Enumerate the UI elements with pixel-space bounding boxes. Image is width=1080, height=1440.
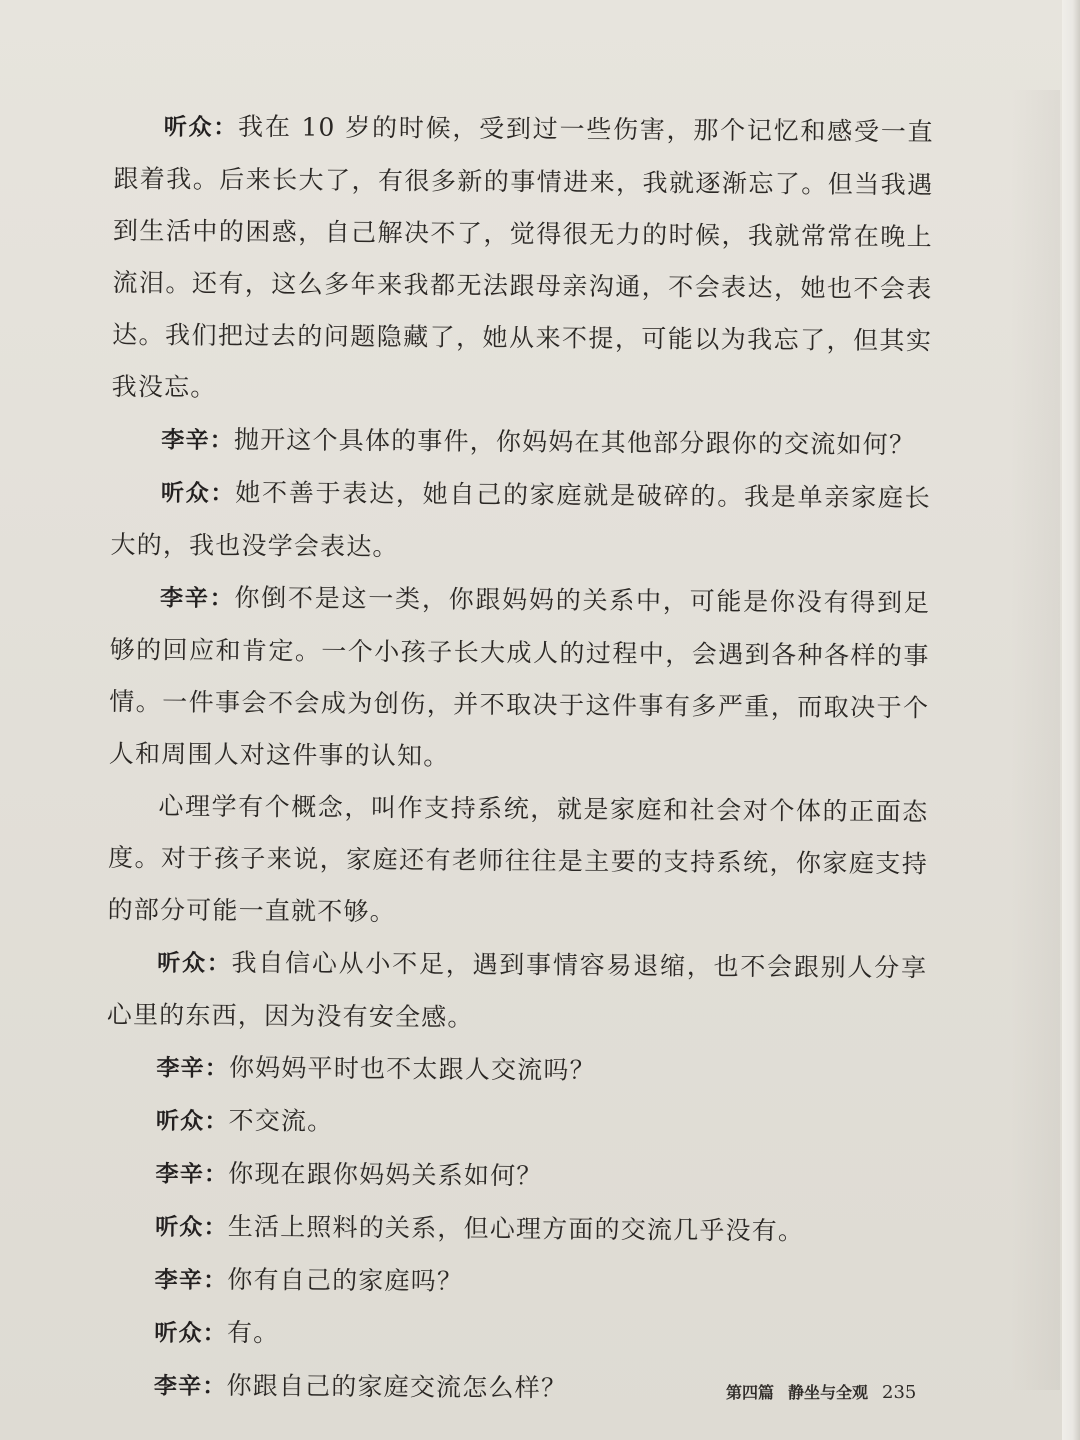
speaker-label: 听众： xyxy=(163,114,239,141)
speaker-label: 李辛： xyxy=(156,1055,230,1082)
paragraph xyxy=(105,1147,925,1206)
paragraph-text: 我在 10 岁的时候，受到过一些伤害，那个记忆和感受一直跟着我。后来长大了，有很多新的事情进来，我就逐渐忘了。但当我遇到生活中的困惑，自己解决不了，觉得很无力的时候，我就常常在晚上流泪。还有，这么多年来我都无法跟母亲沟通，不会表达，她也不会表达。我们把过去的问题隐藏了，她从来不提，可能以为我忘了，但其实我没忘。 xyxy=(111,111,934,402)
paragraph-text: 你倒不是这一类，你跟妈妈的关系中，可能是你没有得到足够的回应和肯定。一个小孩子长大成人的过程中，会遇到各种各样的事情。一件事会不会成为创伤，并不取决于这件事有多严重，而取决于个人和周围人对这件事的认知。 xyxy=(108,582,931,771)
speaker-label: 听众： xyxy=(157,950,232,977)
speaker-label: 李辛： xyxy=(153,1373,227,1400)
paragraph-text: 有。 xyxy=(226,1317,280,1348)
footer-chapter: 第四篇 xyxy=(726,1383,775,1402)
paragraph-text: 抛开这个具体的事件，你妈妈在其他部分跟你的交流如何？ xyxy=(233,424,916,460)
page-number: 235 xyxy=(882,1382,917,1403)
speaker-label: 李辛： xyxy=(159,585,235,612)
paragraph xyxy=(109,571,931,786)
paragraph-text: 你现在跟你妈妈关系如何？ xyxy=(228,1158,543,1191)
next-page-edge xyxy=(1062,0,1080,1440)
paragraph xyxy=(105,1253,925,1312)
paragraph xyxy=(111,413,931,472)
paragraph-text: 心理学有个概念，叫作支持系统，就是家庭和社会对个体的正面态度。对于孩子来说，家庭还有老师往往是主要的支持系统，你家庭支持的部分可能一直就不够。 xyxy=(107,791,929,927)
speaker-label: 李辛： xyxy=(155,1161,229,1188)
speaker-label: 听众： xyxy=(160,480,236,507)
paragraph-text: 你妈妈平时也不太跟人交流吗？ xyxy=(228,1052,596,1085)
paragraph-text: 生活上照料的关系，但心理方面的交流几乎没有。 xyxy=(227,1211,805,1246)
paragraph xyxy=(106,1094,926,1153)
page-footer xyxy=(726,1380,966,1410)
speaker-label: 听众： xyxy=(154,1320,228,1347)
paragraph xyxy=(106,1041,926,1100)
paragraph xyxy=(104,1306,924,1365)
speaker-label: 李辛： xyxy=(161,427,235,454)
paragraph-text: 不交流。 xyxy=(228,1105,334,1136)
paragraph xyxy=(105,1200,925,1259)
speaker-label: 听众： xyxy=(155,1214,228,1241)
paragraph-text: 你跟自己的家庭交流怎么样？ xyxy=(226,1370,568,1403)
page-curve-shadow xyxy=(1010,90,1060,1390)
paragraph-text: 她不善于表达，她自己的家庭就是破碎的。我是单亲家庭长大的，我也没学会表达。 xyxy=(110,477,932,562)
paragraph xyxy=(107,936,928,1047)
paragraph xyxy=(110,466,931,577)
speaker-label: 李辛： xyxy=(154,1267,228,1294)
paragraph-text: 我自信心从小不足，遇到事情容易退缩，也不会跟别人分享心里的东西，因为没有安全感。 xyxy=(106,947,928,1032)
paragraph xyxy=(112,100,934,419)
paragraph-text: 你有自己的家庭吗？ xyxy=(227,1264,464,1296)
paragraph xyxy=(107,780,928,942)
footer-section: 静坐与全观 xyxy=(788,1383,869,1402)
speaker-label: 听众： xyxy=(155,1108,229,1135)
dialogue-text xyxy=(104,100,934,1418)
